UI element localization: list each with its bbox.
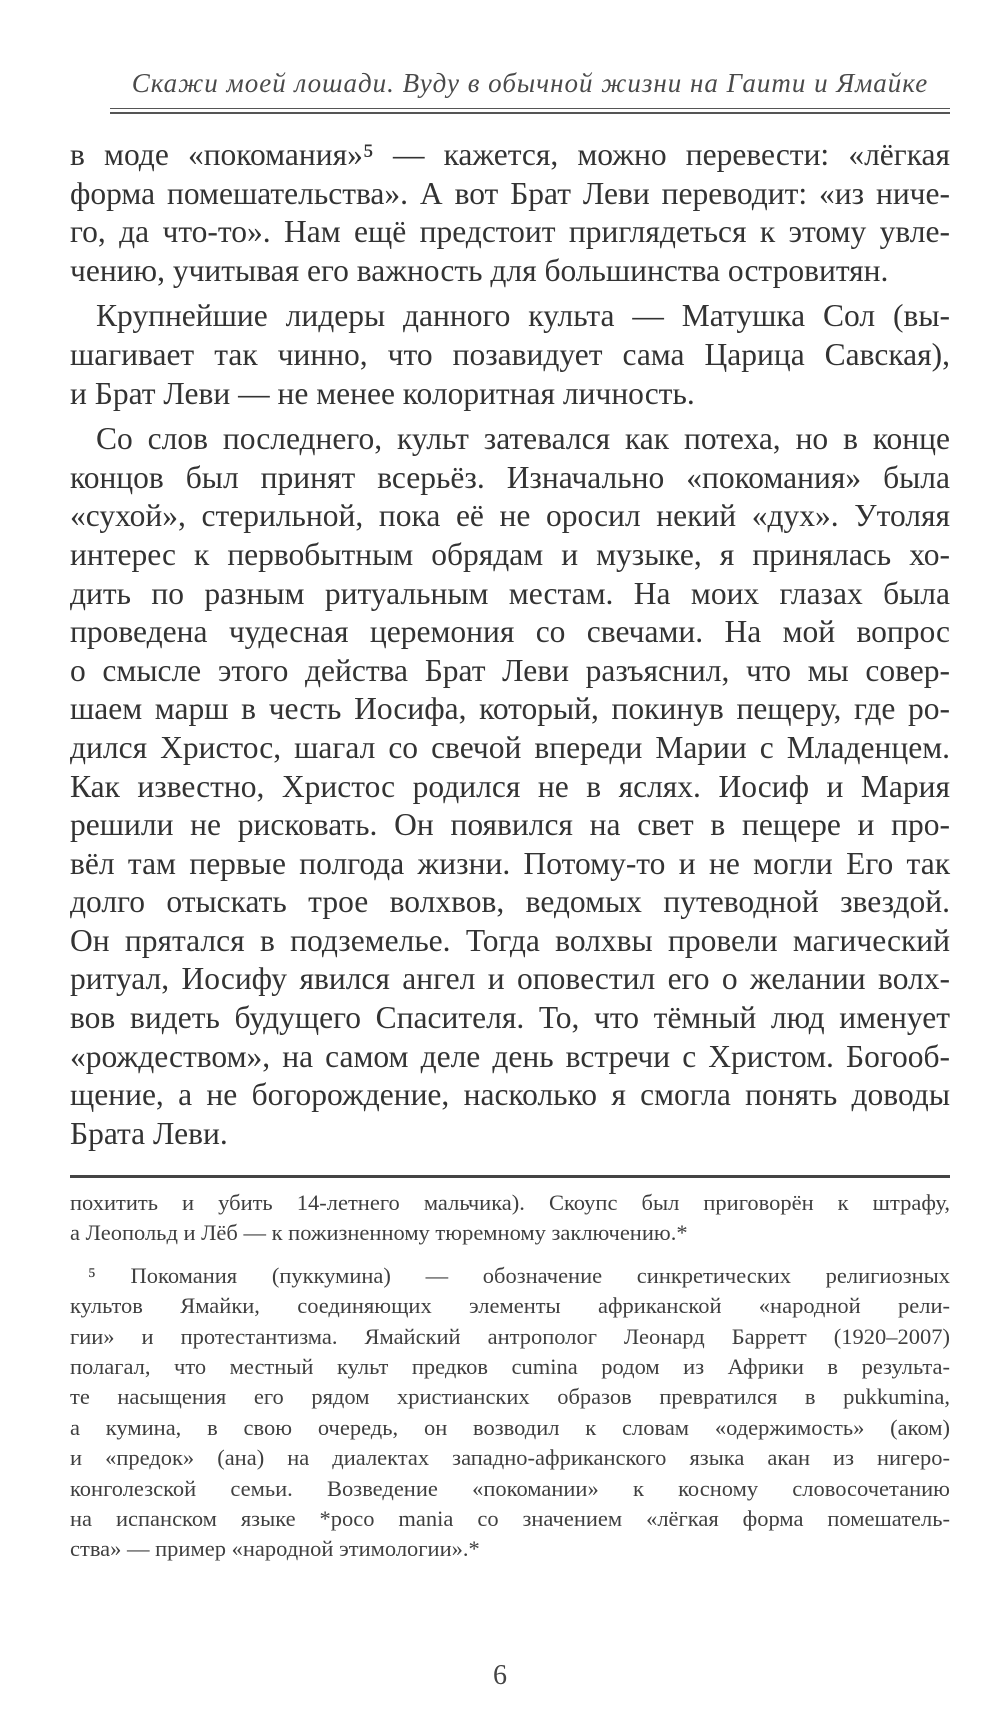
text-line: решили не рисковать. Он появился на свет в пещере и про-: [70, 807, 950, 843]
text-line: проведена чудесная церемония со свечами. На мой вопрос: [70, 614, 950, 650]
paragraph-3: [70, 420, 950, 1153]
footnote-line: полагал, что местный культ предков cumina родом из Африки в результа-: [70, 1353, 950, 1379]
header-rule-thin: [110, 108, 950, 109]
text-line: в моде «покомания»⁵ — кажется, можно перевести: «лёгкая: [70, 137, 950, 172]
text-line: Со слов последнего, культ затевался как потеха, но в конце: [96, 421, 950, 457]
paragraph-2: [70, 297, 950, 413]
text-line: долго отыскать трое волхвов, ведомых путеводной звездой.: [70, 884, 950, 920]
footnote-separator: [70, 1175, 950, 1178]
text-line: вёл там первые полгода жизни. Потому-то и не могли Его так: [70, 845, 950, 881]
text-line: чению, учитывая его важность для большинства островитян.: [70, 252, 889, 288]
text-line: «рождеством», на самом деле день встречи с Христом. Богооб-: [70, 1038, 950, 1074]
footnote-line: конголезской семьи. Возведение «покомании» к косному словосочетанию: [70, 1475, 950, 1501]
running-head-title: Скажи моей лошади. Вуду в обычной жизни на Гаити и Ямайке: [131, 68, 929, 98]
text-line: щение, а не богорождение, насколько я смогла понять доводы: [70, 1077, 950, 1113]
text-line: ритуал, Иосифу явился ангел и оповестил его о желании волх-: [70, 961, 950, 997]
text-line: шагивает так чинно, что позавидует сама Царица Савская),: [70, 336, 950, 372]
footnote-line: гии» и протестантизма. Ямайский антрополог Леонард Барретт (1920–2007): [70, 1323, 950, 1349]
text-line: Как известно, Христос родился не в яслях. Иосиф и Мария: [70, 768, 950, 804]
text-line: Он прятался в подземелье. Тогда волхвы провели магический: [70, 922, 950, 958]
paragraph-1: [70, 136, 950, 290]
footnote-line: культов Ямайки, соединяющих элементы африканской «народной рели-: [70, 1293, 950, 1319]
footnote-line: а кумина, в свою очередь, он возводил к словам «одержимость» (аком): [70, 1414, 950, 1440]
footnote-line: ства» — пример «народной этимологии».*: [70, 1536, 480, 1562]
footnote-line: ⁵ Покомания (пуккумина) — обозначение синкретических религиозных: [88, 1262, 950, 1288]
footnote-5: [70, 1261, 950, 1565]
main-text: [70, 136, 950, 1153]
footnote-line: и «предок» (ана) на диалектах западно-африканского языка акан из нигеро-: [70, 1445, 950, 1471]
footnotes: [70, 1188, 950, 1565]
footnote-line: на испанском языке *poco mania со значением «лёгкая форма помешатель-: [70, 1505, 950, 1531]
text-line: дился Христос, шагал со свечой впереди Марии с Младенцем.: [70, 729, 950, 765]
header-rule-thick: [110, 112, 950, 114]
text-line: «сухой», стерильной, пока её не оросил некий «дух». Утоляя: [70, 498, 950, 534]
text-line: дить по разным ритуальным местам. На моих глазах была: [70, 575, 950, 611]
text-line: Брата Леви.: [70, 1115, 228, 1151]
text-line: вов видеть будущего Спасителя. То, что тёмный люд именует: [70, 1000, 950, 1036]
text-line: го, да что-то». Нам ещё предстоит приглядеться к этому увле-: [70, 214, 950, 250]
text-line: концов был принят всерьёз. Изначально «покомания» была: [70, 459, 950, 495]
text-line: о смысле этого действа Брат Леви разъяснил, что мы совер-: [70, 652, 950, 688]
footnote-continued: [70, 1188, 950, 1249]
text-line: интерес к первобытным обрядам и музыке, я принялась хо-: [70, 536, 950, 572]
footnote-line: похитить и убить 14-летнего мальчика). Скоупс был приговорён к штрафу,: [70, 1190, 950, 1215]
text-line: форма помешательства». А вот Брат Леви переводит: «из ниче-: [70, 175, 950, 211]
text-line: шаем марш в честь Иосифа, который, покинув пещеру, где ро-: [70, 691, 950, 727]
text-line: и Брат Леви — не менее колоритная личность.: [70, 375, 695, 411]
page-number: 6: [493, 1660, 507, 1691]
footnote-line: те насыщения его рядом христианских образов превратился в pukkumina,: [70, 1384, 950, 1410]
text-line: Крупнейшие лидеры данного культа — Матушка Сол (вы-: [96, 298, 950, 334]
footnote-line: а Леопольд и Лёб — к пожизненному тюремному заключению.*: [70, 1220, 688, 1246]
